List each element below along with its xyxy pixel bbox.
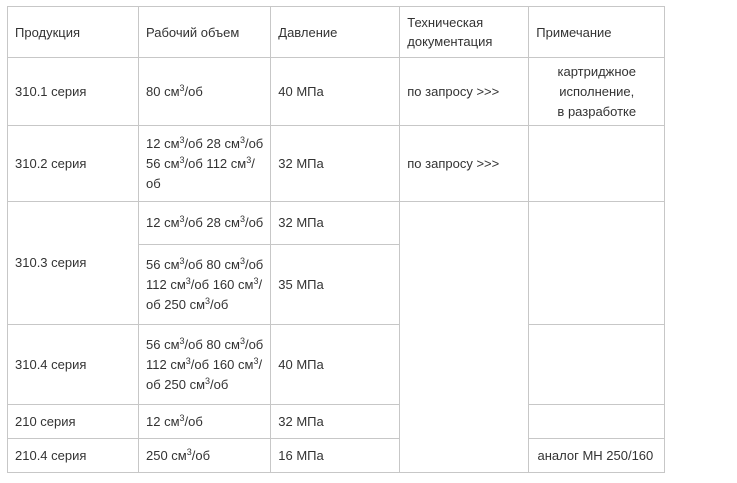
superscript: 3 [179,214,185,224]
volume-line [146,335,263,355]
note-cell [529,202,665,325]
superscript: 3 [246,154,252,165]
header-product: Продукция [8,7,139,58]
volume-text: /об 160 см [190,276,254,292]
superscript: 3 [239,255,245,266]
volume-text: /об [210,296,229,312]
note-line: в разработке [557,103,637,119]
volume-text: об 250 см [146,376,206,392]
volume-cell [139,202,271,245]
pressure-cell: 40 МПа [271,58,400,126]
note-line: исполнение, [559,83,635,99]
volume-cell [139,126,271,202]
superscript: 3 [253,355,259,366]
product-cell: 310.1 серия [8,58,139,126]
volume-text: / [258,356,263,372]
volume-text: 112 см [146,356,186,372]
volume-text: /об 28 см [184,135,240,151]
superscript: 3 [239,134,245,145]
volume-line [146,355,263,375]
volume-text: /об 160 см [190,356,254,372]
table-row [8,202,665,245]
volume-line [146,134,263,154]
volume-line [146,174,263,194]
volume-text: об 250 см [146,296,206,312]
volume-text: /об [184,413,203,429]
volume-text: /об [184,83,203,99]
documentation-link[interactable]: по запросу >>> [400,58,529,126]
volume-cell [139,245,271,325]
table-row [8,405,665,439]
superscript: 3 [185,355,191,366]
volume-text: об [146,175,161,191]
volume-text: /об [244,135,264,151]
note-cell [529,58,665,126]
pressure-cell: 32 МПа [271,126,400,202]
volume-text: 56 см [146,256,180,272]
volume-text: 56 см [146,155,180,171]
table-row [8,126,665,202]
superscript: 3 [239,335,245,346]
superscript: 3 [179,335,185,346]
superscript: 3 [186,446,192,457]
header-note: Примечание [529,7,665,58]
header-documentation: Техническая документация [400,7,529,58]
superscript: 3 [185,275,191,286]
superscript: 3 [179,412,185,423]
superscript: 3 [239,214,245,224]
product-cell: 210 серия [8,405,139,439]
volume-line [146,154,263,174]
volume-line [146,375,263,395]
pressure-cell: 32 МПа [271,405,400,439]
superscript: 3 [179,255,185,266]
table-row [8,439,665,473]
volume-line [146,412,263,432]
volume-text: 12 см [146,413,180,429]
volume-line [146,275,263,295]
volume-cell [139,439,271,473]
pressure-cell: 35 МПа [271,245,400,325]
volume-cell [139,405,271,439]
pressure-cell: 32 МПа [271,202,400,245]
superscript: 3 [179,82,185,93]
note-cell [529,439,665,473]
volume-text: /об [244,215,264,230]
product-cell: 310.2 серия [8,126,139,202]
table-row [8,325,665,405]
pressure-cell: 16 МПа [271,439,400,473]
volume-text: /об [210,376,229,392]
volume-text: /об [244,336,264,352]
note-cell [529,405,665,439]
volume-line [146,82,263,102]
product-cell: 310.3 серия [8,202,139,325]
volume-cell [139,325,271,405]
note-cell [529,126,665,202]
superscript: 3 [179,134,185,145]
header-pressure: Давление [271,7,400,58]
product-cell: 310.4 серия [8,325,139,405]
note-cell [529,325,665,405]
superscript: 3 [205,375,211,386]
volume-text: /об [191,447,211,463]
volume-line [146,295,263,315]
documentation-empty-cell [400,202,529,473]
volume-text: 112 см [146,276,186,292]
superscript: 3 [179,154,185,165]
volume-text: /об 28 см [184,215,240,230]
volume-text: 12 см [146,135,180,151]
header-row [8,7,665,58]
volume-text: 80 см [146,83,180,99]
volume-text: /об 80 см [184,336,240,352]
superscript: 3 [253,275,259,286]
products-table [7,6,665,473]
note-line: картриджное [557,63,637,79]
superscript: 3 [205,295,211,306]
table-row [8,58,665,126]
volume-text: 250 см [146,447,187,463]
pressure-cell: 40 МПа [271,325,400,405]
volume-text: /об 112 см [184,155,247,171]
header-volume: Рабочий объем [139,7,271,58]
volume-line [146,446,263,466]
volume-text: / [251,155,255,171]
note-line: аналог МН 250/160 [537,447,654,463]
volume-text: 12 см [146,215,180,230]
volume-text: /об 80 см [184,256,240,272]
product-cell: 210.4 серия [8,439,139,473]
volume-line [146,255,263,275]
volume-text: / [258,276,263,292]
volume-line [146,213,263,233]
volume-text: /об [244,256,264,272]
documentation-link[interactable]: по запросу >>> [400,126,529,202]
volume-text: 56 см [146,336,180,352]
volume-cell [139,58,271,126]
